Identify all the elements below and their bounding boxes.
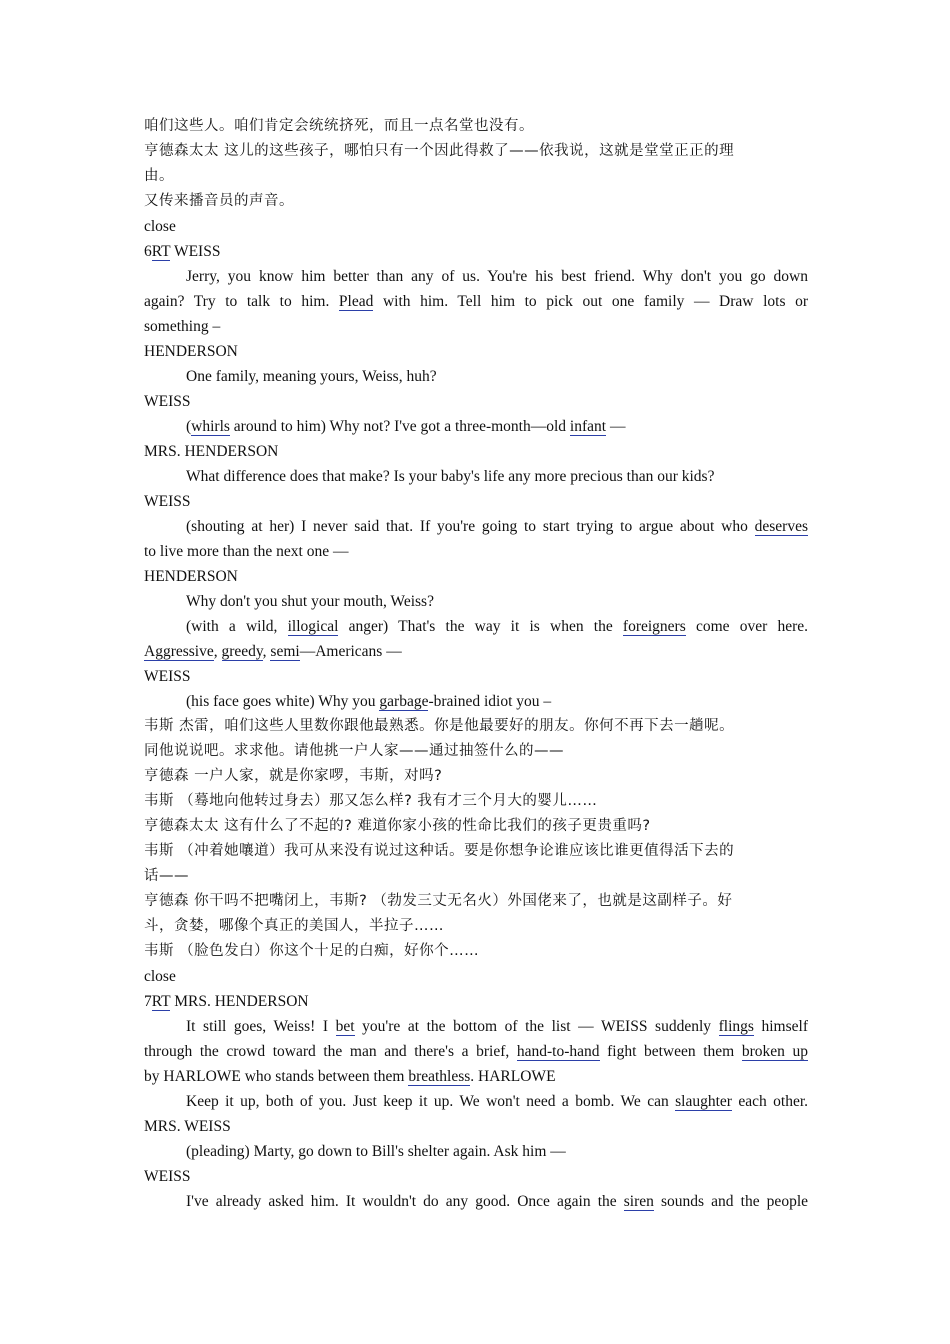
text-line (144, 1189, 808, 1214)
text-line (144, 939, 808, 964)
text-run: —Americans — (299, 643, 402, 660)
text-run: Why don't you shut your mouth, Weiss? (186, 593, 434, 610)
text-run: anger) That's the way it is when the (338, 618, 623, 635)
text-run: — (606, 418, 626, 435)
text-run: ( (186, 418, 192, 435)
text-run: 韦斯 （蓦地向他转过身去）那又怎么样? 我有才三个月大的婴儿…… (144, 793, 598, 809)
text-run: , (213, 643, 222, 660)
text-line (144, 439, 808, 464)
text-run: come over here. (685, 618, 808, 635)
text-line (144, 1064, 808, 1089)
text-line (144, 139, 808, 164)
text-run: himself (753, 1018, 808, 1035)
text-run: 又传来播音员的声音。 (144, 193, 294, 209)
text-run: you're at the bottom of the list — WEISS suddenly (354, 1018, 719, 1035)
text-line (144, 564, 808, 589)
text-line (144, 839, 808, 864)
text-line (144, 964, 808, 989)
vocab-link[interactable]: whirls (191, 418, 230, 435)
text-run: Keep it up, both of you. Just keep it up. We won't need a bomb. We can (186, 1093, 676, 1110)
text-line (144, 739, 808, 764)
vocab-link[interactable]: greedy (221, 643, 263, 660)
text-run: sounds and the people (653, 1193, 808, 1210)
text-run: by HARLOWE who stands between them (144, 1068, 409, 1085)
text-run: I've already asked him. It wouldn't do any good. Once again the (186, 1193, 624, 1210)
text-run: It still goes, Weiss! I (186, 1018, 336, 1035)
vocab-link[interactable]: slaughter (675, 1093, 732, 1110)
text-line (144, 239, 808, 264)
vocab-link[interactable]: illogical (287, 618, 339, 635)
text-run: (with a wild, (186, 618, 288, 635)
vocab-link[interactable]: breathless (408, 1068, 471, 1085)
text-run: HENDERSON (144, 568, 238, 585)
text-run: 话—— (144, 868, 189, 884)
text-line (144, 1089, 808, 1114)
text-line (144, 114, 808, 139)
text-line (144, 464, 808, 489)
text-run: 6 (144, 243, 152, 260)
text-line (144, 989, 808, 1014)
text-line (144, 589, 808, 614)
vocab-link[interactable]: Aggressive (144, 643, 214, 660)
text-run: . HARLOWE (470, 1068, 556, 1085)
text-run: MRS. HENDERSON (144, 443, 279, 460)
text-line (144, 664, 808, 689)
text-run: close (144, 218, 176, 235)
text-run: (shouting at her) I never said that. If you're going to start trying to argue about who (186, 518, 755, 535)
text-run: something – (144, 318, 221, 335)
text-run: around to him) Why not? I've got a three-month—old (229, 418, 570, 435)
text-line (144, 489, 808, 514)
text-run: WEISS (170, 243, 221, 260)
text-run: again? Try to talk to him. (144, 293, 339, 310)
text-run: MRS. HENDERSON (170, 993, 309, 1010)
text-run: 亨德森 一户人家，就是你家啰，韦斯，对吗? (144, 768, 443, 784)
text-run: One family, meaning yours, Weiss, huh? (186, 368, 437, 385)
vocab-link[interactable]: siren (623, 1193, 654, 1210)
text-run: close (144, 968, 176, 985)
vocab-link[interactable]: broken up (741, 1043, 808, 1060)
text-run: 由。 (144, 168, 174, 184)
text-run: (pleading) Marty, go down to Bill's shelter again. Ask him — (186, 1143, 566, 1160)
text-line (144, 1164, 808, 1189)
text-run: 咱们这些人。咱们肯定会统统挤死，而且一点名堂也没有。 (144, 118, 534, 134)
text-line (144, 514, 808, 539)
document-page (144, 114, 808, 1214)
text-run: , (262, 643, 271, 660)
text-line (144, 814, 808, 839)
text-line (144, 639, 808, 664)
text-run: WEISS (144, 393, 191, 410)
text-line (144, 164, 808, 189)
text-line (144, 339, 808, 364)
vocab-link[interactable]: garbage (379, 693, 429, 710)
text-run: (his face goes white) Why you (186, 693, 380, 710)
text-run: WEISS (144, 668, 191, 685)
text-run: Jerry, you know him better than any of us. You're his best friend. Why don't you go down (186, 268, 808, 285)
text-line (144, 789, 808, 814)
text-run: 亨德森太太 这有什么了不起的? 难道你家小孩的性命比我们的孩子更贵重吗? (144, 818, 651, 834)
vocab-link[interactable]: hand-to-hand (516, 1043, 600, 1060)
vocab-link[interactable]: foreigners (622, 618, 686, 635)
vocab-link[interactable]: semi (270, 643, 300, 660)
vocab-link[interactable]: RT (151, 243, 171, 260)
text-line (144, 1139, 808, 1164)
text-line (144, 189, 808, 214)
text-run: 斗，贪婪，哪像个真正的美国人，半拉子…… (144, 918, 444, 934)
text-run: with him. Tell him to pick out one family — Draw lots or (373, 293, 808, 310)
text-line (144, 364, 808, 389)
text-line (144, 264, 808, 289)
text-run: What difference does that make? Is your baby's life any more precious than our kids? (186, 468, 715, 485)
text-run: -brained idiot you – (428, 693, 552, 710)
text-run: 韦斯 杰雷，咱们这些人里数你跟他最熟悉。你是他最要好的朋友。你何不再下去一趟呢。 (144, 718, 735, 734)
text-line (144, 764, 808, 789)
text-line (144, 1114, 808, 1139)
text-run: 同他说说吧。求求他。请他挑一户人家——通过抽签什么的—— (144, 743, 564, 759)
text-line (144, 689, 808, 714)
text-run: to live more than the next one — (144, 543, 349, 560)
vocab-link[interactable]: Plead (338, 293, 374, 310)
text-line (144, 389, 808, 414)
text-line (144, 214, 808, 239)
text-run: WEISS (144, 1168, 191, 1185)
text-run: 韦斯 （脸色发白）你这个十足的白痴，好你个…… (144, 943, 480, 959)
text-run: fight between them (599, 1043, 742, 1060)
text-run: MRS. WEISS (144, 1118, 231, 1135)
text-line (144, 864, 808, 889)
vocab-link[interactable]: RT (151, 993, 171, 1010)
text-run: WEISS (144, 493, 191, 510)
text-run: 韦斯 （冲着她嚷道）我可从来没有说过这种话。要是你想争论谁应该比谁更值得活下去的 (144, 843, 735, 859)
text-line (144, 914, 808, 939)
vocab-link[interactable]: deserves (754, 518, 808, 535)
text-run: through the crowd toward the man and there's a brief, (144, 1043, 517, 1060)
vocab-link[interactable]: bet (335, 1018, 355, 1035)
vocab-link[interactable]: flings (718, 1018, 754, 1035)
text-run: each other. (731, 1093, 808, 1110)
text-line (144, 289, 808, 314)
vocab-link[interactable]: infant (569, 418, 607, 435)
text-run: 7 (144, 993, 152, 1010)
text-run: 亨德森 你干吗不把嘴闭上，韦斯? （勃发三丈无名火）外国佬来了，也就是这副样子。好 (144, 893, 733, 909)
text-run: 亨德森太太 这儿的这些孩子，哪怕只有一个因此得救了——依我说，这就是堂堂正正的理 (144, 143, 735, 159)
text-line (144, 539, 808, 564)
text-line (144, 714, 808, 739)
text-line (144, 614, 808, 639)
text-line (144, 1014, 808, 1039)
text-run: HENDERSON (144, 343, 238, 360)
text-line (144, 314, 808, 339)
text-line (144, 414, 808, 439)
text-line (144, 889, 808, 914)
text-line (144, 1039, 808, 1064)
